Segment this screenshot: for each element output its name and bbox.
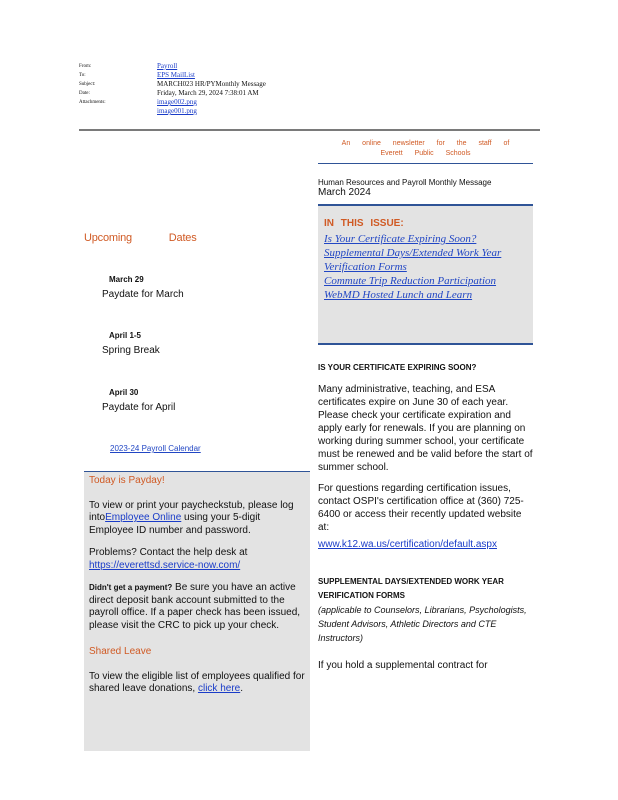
to-label: To:: [79, 73, 86, 78]
newsletter-title: Human Resources and Payroll Monthly Message March 2024: [318, 178, 533, 198]
newsletter-tagline: An online newsletter for the staff of Everett Public Schools: [341, 140, 510, 157]
payday-box: [84, 472, 310, 751]
date-label: Date:: [79, 91, 90, 96]
issue-link[interactable]: Is Your Certificate Expiring Soon?: [324, 233, 477, 245]
email-header: [79, 62, 539, 116]
attachment-link[interactable]: image001.png: [157, 107, 197, 115]
right-column: [318, 131, 533, 672]
attachment-link[interactable]: image002.png: [157, 98, 197, 106]
certificate-paragraph: Many administrative, teaching, and ESA certificates expire on June 30 of each year. Please check your certificate expiration and apply early for renewals. If you are planning on working during summer school, your certificate must be renewed and be valid before the start of summer school.: [318, 384, 533, 473]
subject-value: MARCH023 HR/PYMonthly Message: [157, 80, 266, 88]
supplemental-heading: SUPPLEMENTAL DAYS/EXTENDED WORK YEAR VERIFICATION FORMS: [318, 577, 504, 600]
supplemental-subtitle: (applicable to Counselors, Librarians, Psychologists, Student Advisors, Athletic Directors and CTE Instructors): [318, 605, 527, 643]
issue-link[interactable]: Supplemental Days/Extended Work Year Verification Forms: [324, 247, 502, 273]
certification-link[interactable]: www.k12.wa.us/certification/default.aspx: [318, 539, 497, 550]
date-item: [102, 275, 184, 300]
issue-divider: [318, 343, 533, 345]
event-label: Paydate for March: [102, 289, 184, 300]
help-desk-paragraph: Problems? Contact the help desk at https://everettsd.service-now.com/: [89, 547, 248, 571]
click-here-link[interactable]: click here: [197, 683, 241, 694]
date-label: April 1-5: [109, 331, 142, 340]
supplemental-paragraph: If you hold a supplemental contract for: [318, 660, 488, 671]
date-label: March 29: [109, 275, 144, 284]
from-value[interactable]: Payroll: [157, 62, 178, 70]
paystub-paragraph: To view or print your paycheckstub, please log intoEmployee Online using your 5-digit Employee ID number and password.: [89, 499, 294, 536]
today-payday-heading: Today is Payday!: [89, 475, 165, 486]
to-value[interactable]: EPS MailList: [157, 71, 195, 79]
date-value: Friday, March 29, 2024 7:38:01 AM: [157, 89, 259, 97]
in-this-issue-heading: IN THIS ISSUE:: [324, 218, 404, 229]
in-this-issue-box: [318, 206, 533, 343]
payroll-calendar-link[interactable]: 2023-24 Payroll Calendar: [110, 444, 201, 453]
shared-leave-paragraph: To view the eligible list of employees qualified for shared leave donations, click here.: [89, 670, 305, 694]
employee-online-link[interactable]: Employee Online: [105, 512, 182, 523]
help-desk-link[interactable]: https://everettsd.service-now.com/: [89, 559, 241, 571]
shared-leave-heading: Shared Leave: [89, 646, 152, 657]
date-item: [102, 388, 175, 413]
issue-link[interactable]: WebMD Hosted Lunch and Learn: [324, 289, 473, 301]
date-item: [102, 331, 160, 356]
left-column: [84, 131, 310, 751]
event-label: Spring Break: [102, 345, 160, 356]
attachments-label: Attachments:: [79, 100, 106, 105]
certification-contact-paragraph: For questions regarding certification issues, contact OSPI's certification office at (360) 725-6400 or access their recently updated website at:: [318, 483, 524, 533]
date-label: April 30: [109, 388, 139, 397]
no-payment-paragraph: Didn't get a payment? Be sure you have an active direct deposit bank account submitted to the payroll office. If a paper check has been issued, please visit the CRC to pick up your check.: [89, 582, 301, 631]
upcoming-dates-heading: Upcoming Dates: [84, 232, 197, 244]
from-label: From:: [79, 64, 92, 69]
event-label: Paydate for April: [102, 402, 176, 413]
issue-link[interactable]: Commute Trip Reduction Participation: [324, 275, 497, 287]
subject-label: Subject:: [79, 82, 96, 87]
tagline-divider: [318, 163, 533, 164]
certificate-heading: IS YOUR CERTIFICATE EXPIRING SOON?: [318, 363, 477, 372]
newsletter-date: March 2024: [318, 187, 371, 198]
